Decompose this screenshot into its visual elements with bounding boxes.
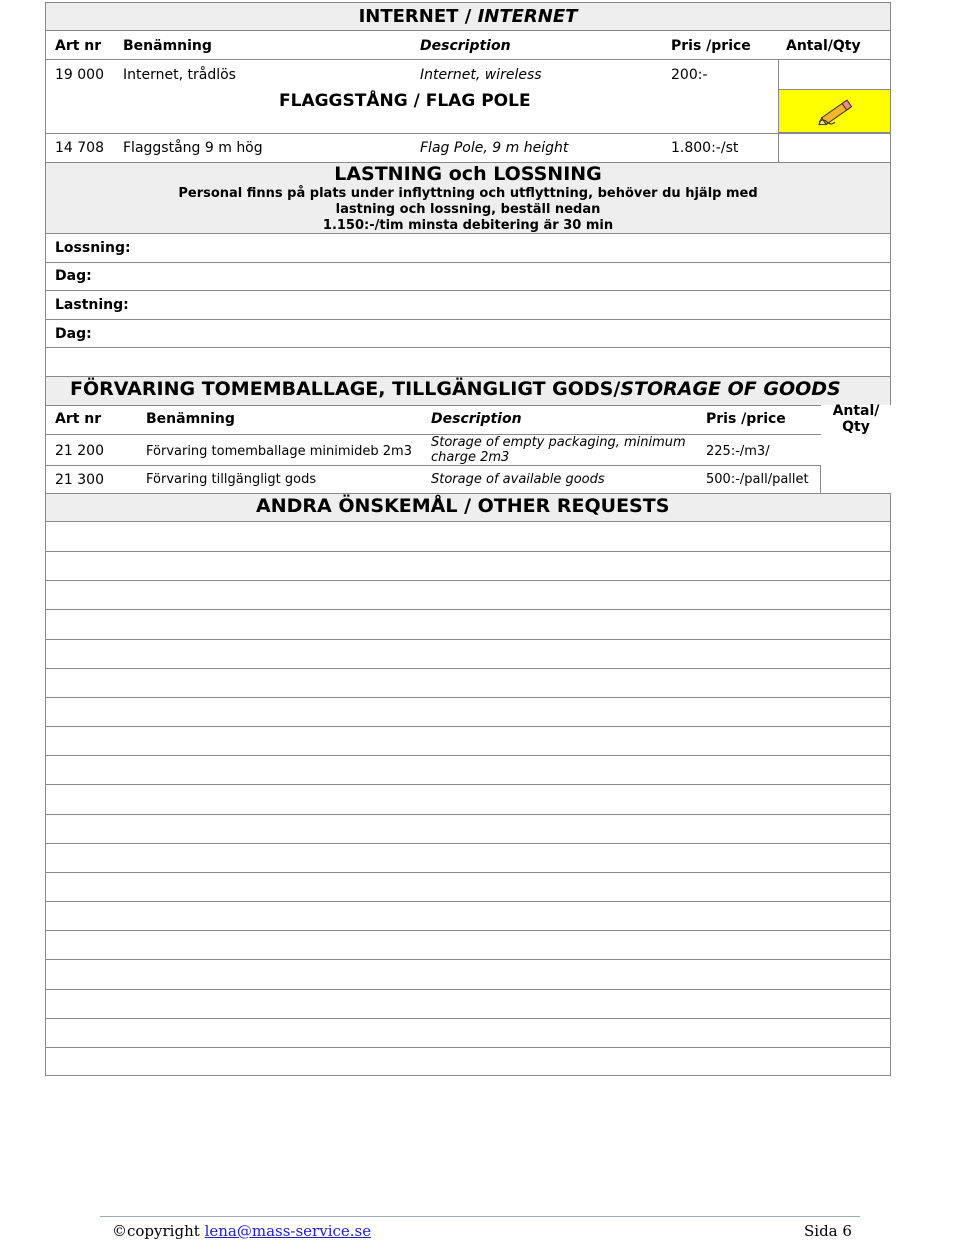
internet-row-art: 19 000: [55, 67, 104, 83]
requests-table: [45, 522, 891, 1076]
storage-header-qty-line1: Antal/: [832, 403, 880, 419]
request-row[interactable]: [46, 1047, 890, 1076]
internet-header-qty: Antal/Qty: [786, 38, 861, 54]
request-row[interactable]: [46, 697, 890, 726]
lastning-line2: lastning och lossning, beställ nedan: [335, 202, 601, 217]
internet-row-desc: Internet, wireless: [420, 67, 542, 83]
request-row[interactable]: [46, 930, 890, 959]
request-row[interactable]: [46, 755, 890, 784]
requests-title: ANDRA ÖNSKEMÅL / OTHER REQUESTS: [256, 495, 670, 517]
internet-row-name: Internet, trådlös: [123, 67, 236, 83]
internet-header-desc: Description: [420, 38, 511, 54]
lossning-row[interactable]: [45, 234, 891, 262]
storage-row-1-desc: [431, 435, 686, 465]
storage-title-plain: FÖRVARING TOMEMBALLAGE, TILLGÄNGLIGT GODS/: [70, 378, 621, 400]
storage-row-1-name: Förvaring tomemballage minimideb 2m3: [146, 444, 412, 459]
flag-row-desc: Flag Pole, 9 m height: [420, 140, 569, 156]
lastning-line1: Personal finns på plats under inflyttning och utflyttning, behöver du hjälp med: [178, 186, 758, 201]
storage-header-art: Art nr: [55, 411, 102, 427]
storage-header-name: Benämning: [146, 411, 235, 427]
storage-row-2-desc: Storage of available goods: [431, 472, 605, 487]
storage-title-italic: STORAGE OF GOODS: [620, 378, 841, 400]
request-row[interactable]: [46, 784, 890, 813]
lastning-line3: 1.150:-/tim minsta debitering är 30 min: [322, 218, 614, 233]
request-row[interactable]: [46, 522, 890, 551]
copyright-text: copyright: [127, 1222, 200, 1240]
internet-header-price: Pris /price: [671, 38, 751, 54]
spacer-row: [45, 348, 891, 376]
request-row[interactable]: [46, 580, 890, 609]
lastning-dag-row[interactable]: [45, 319, 891, 348]
request-row[interactable]: [46, 872, 890, 901]
footer-copyright: [112, 1222, 371, 1240]
request-row[interactable]: [46, 1018, 890, 1047]
storage-row-2-art: 21 300: [55, 472, 104, 488]
storage-row-1-price: 225:-/m3/: [706, 444, 770, 459]
pencil-icon: [813, 94, 861, 130]
copyright-symbol: ©: [112, 1222, 127, 1240]
footer-rule: [100, 1216, 860, 1217]
storage-row-1-desc-line2: charge 2m3: [431, 450, 510, 465]
lastning-label: Lastning:: [55, 297, 129, 313]
lastning-dag-label: Dag:: [55, 326, 92, 342]
storage-row-1-art: 21 200: [55, 443, 104, 459]
lossning-dag-label: Dag:: [55, 268, 92, 284]
storage-row-2-price: 500:-/pall/pallet: [706, 472, 809, 487]
footer-email-link[interactable]: lena@mass-service.se: [204, 1222, 372, 1240]
lastning-row[interactable]: [45, 290, 891, 319]
flag-row-price: 1.800:-/st: [671, 140, 739, 156]
request-row[interactable]: [46, 843, 890, 872]
internet-title: [45, 6, 891, 27]
internet-title-italic: INTERNET: [477, 6, 578, 27]
storage-row-1-desc-line1: Storage of empty packaging, minimum: [431, 435, 686, 450]
lossning-dag-row[interactable]: [45, 262, 891, 290]
request-row[interactable]: [46, 959, 890, 988]
request-row[interactable]: [46, 989, 890, 1018]
storage-row-2-name: Förvaring tillgängligt gods: [146, 472, 317, 487]
footer-page-number: Sida 6: [804, 1222, 852, 1240]
storage-header-qty-line2: Qty: [842, 419, 870, 435]
lossning-label: Lossning:: [55, 240, 131, 256]
lastning-title: LASTNING och LOSSNING: [334, 163, 602, 185]
request-row[interactable]: [46, 814, 890, 843]
request-row[interactable]: [46, 639, 890, 668]
internet-header-art: Art nr: [55, 38, 102, 54]
storage-header-desc: Description: [431, 411, 522, 427]
flag-icon-cell: [778, 89, 891, 133]
request-row[interactable]: [46, 609, 890, 638]
request-row[interactable]: [46, 901, 890, 930]
flag-title: FLAGGSTÅNG / FLAG POLE: [279, 91, 531, 111]
storage-header-price: Pris /price: [706, 411, 786, 427]
request-row[interactable]: [46, 668, 890, 697]
internet-row-price: 200:-: [671, 67, 708, 83]
storage-header-qty: [821, 403, 891, 435]
request-row[interactable]: [46, 726, 890, 755]
storage-title: [70, 378, 841, 400]
flag-row-art: 14 708: [55, 140, 104, 156]
internet-title-plain: INTERNET /: [358, 6, 472, 27]
request-row[interactable]: [46, 551, 890, 580]
flag-row-name: Flaggstång 9 m hög: [123, 140, 263, 156]
internet-header-name: Benämning: [123, 38, 212, 54]
